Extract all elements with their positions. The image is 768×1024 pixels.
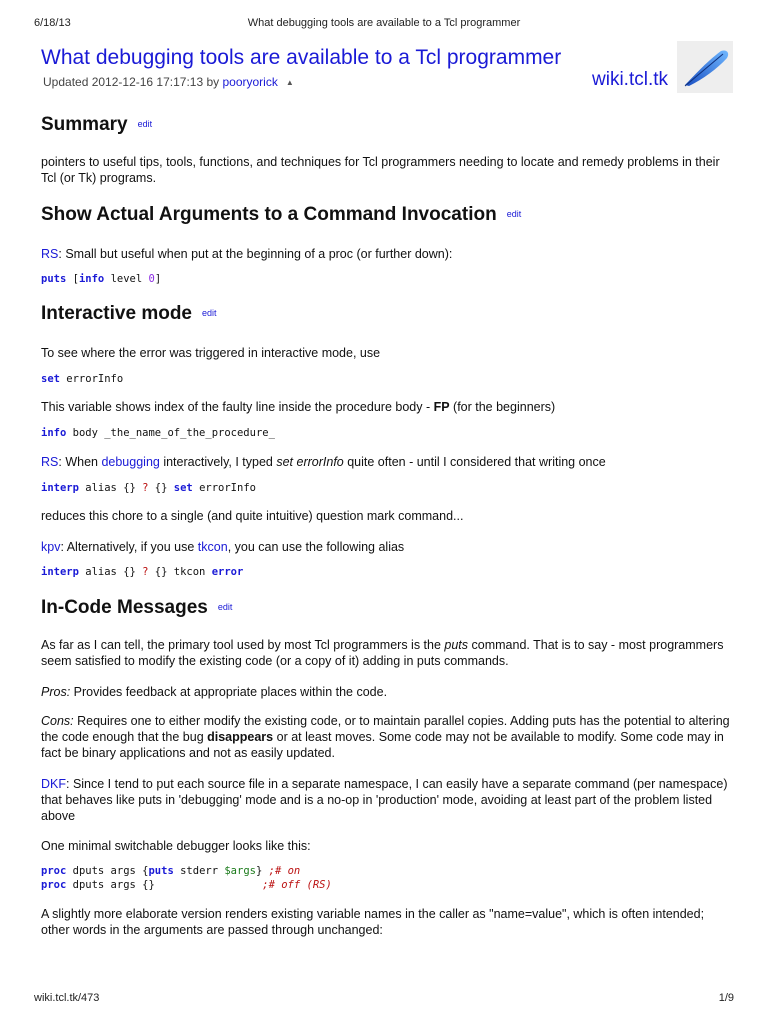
interactive-heading: Interactive mode edit — [41, 303, 217, 324]
updated-line — [43, 75, 294, 89]
rs-link[interactable]: RS — [41, 247, 59, 261]
incode-heading: In-Code Messages edit — [41, 597, 233, 618]
code-interp-alias-tkcon: interp alias {} ? {} tkcon error — [41, 566, 244, 578]
incode-paragraph-1: As far as I can tell, the primary tool used by most Tcl programmers is the puts command. That is to say - most programmers seem satisfied to modify the existing code (or a copy of it) adding in puts commands. — [41, 638, 724, 668]
summary-edit-link[interactable]: edit — [137, 119, 153, 129]
dkf-paragraph: DKF: Since I tend to put each source file in a separate namespace, I can easily have a separate command (per namespace) that behaves like puts in 'debugging' mode and is a no-op in 'production' mode, avoiding at least part of the problem listed above — [41, 777, 728, 823]
print-date: 6/18/13 — [34, 17, 71, 29]
interactive-text-2: This variable shows index of the faulty line inside the procedure body - FP (for the beginners) — [41, 400, 556, 414]
page-content — [41, 44, 733, 937]
wiki-logo[interactable] — [677, 41, 733, 93]
print-header — [34, 17, 734, 31]
show-args-text: RS: Small but useful when put at the beginning of a proc (or further down): — [41, 247, 453, 261]
page-number: 1/9 — [718, 992, 734, 1004]
incode-section — [41, 597, 232, 619]
title-row — [41, 44, 733, 106]
site-name-link[interactable]: wiki.tcl.tk — [592, 69, 668, 90]
kpv-link[interactable]: kpv — [41, 540, 61, 554]
print-footer — [34, 992, 734, 1006]
dkf-link[interactable]: DKF — [41, 777, 66, 791]
interactive-text-4: reduces this chore to a single (and quite intuitive) question mark command... — [41, 509, 464, 523]
rs-link-2[interactable]: RS — [41, 455, 59, 469]
summary-heading: Summary edit — [41, 114, 153, 135]
minimal-text: One minimal switchable debugger looks like this: — [41, 839, 311, 853]
show-args-section — [41, 204, 521, 226]
summary-text: pointers to useful tips, tools, functions, and techniques for Tcl programmers needing to locate and remedy problems in their Tcl (or Tk) programs. — [41, 155, 720, 185]
code-dputs-on: proc dputs args {puts stderr $args} ;# on — [41, 865, 301, 877]
code-set-errorinfo: set errorInfo — [41, 373, 124, 385]
author-triangle-icon[interactable]: ▲ — [285, 78, 294, 87]
summary-section — [41, 114, 152, 136]
print-title: What debugging tools are available to a Tcl programmer — [247, 17, 521, 29]
tkcon-link[interactable]: tkcon — [197, 540, 228, 554]
elaborate-text: A slightly more elaborate version renders existing variable names in the caller as "name=value", which is often intended; other words in the arguments are passed through unchanged: — [41, 907, 705, 937]
code-info-body: info body _the_name_of_the_procedure_ — [41, 427, 275, 439]
updated-text: Updated 2012-12-16 17:17:13 by — [43, 75, 223, 89]
interactive-text-1: To see where the error was triggered in interactive mode, use — [41, 346, 381, 360]
incode-edit-link[interactable]: edit — [217, 602, 233, 612]
show-args-edit-link[interactable]: edit — [506, 209, 522, 219]
author-link[interactable]: pooryorick — [222, 75, 278, 89]
cons-paragraph: Cons: Requires one to either modify the existing code, or to maintain parallel copies. Adding puts has the potential to altering the code enough that the bug disappears or at least moves. Some code may not be available to modify. Some code may in fact be binary applications and not as easily updated. — [41, 714, 730, 760]
footer-url: wiki.tcl.tk/473 — [34, 992, 100, 1004]
feather-logo-icon — [677, 41, 733, 93]
pros-paragraph: Pros: Provides feedback at appropriate places within the code. — [41, 685, 388, 699]
show-args-heading: Show Actual Arguments to a Command Invocation edit — [41, 204, 522, 225]
interactive-text-3: RS: When debugging interactively, I typed set errorInfo quite often - until I considered that writing once — [41, 455, 606, 469]
page-title[interactable]: What debugging tools are available to a Tcl programmer — [41, 46, 562, 69]
code-interp-alias-set: interp alias {} ? {} set errorInfo — [41, 482, 256, 494]
code-puts-info: puts [info level 0] — [41, 273, 162, 285]
debugging-link[interactable]: debugging — [101, 455, 160, 469]
code-dputs-off: proc dputs args {} ;# off (RS) — [41, 879, 332, 891]
interactive-text-5: kpv: Alternatively, if you use tkcon, you can use the following alias — [41, 540, 405, 554]
interactive-section — [41, 303, 217, 325]
interactive-edit-link[interactable]: edit — [202, 308, 217, 318]
